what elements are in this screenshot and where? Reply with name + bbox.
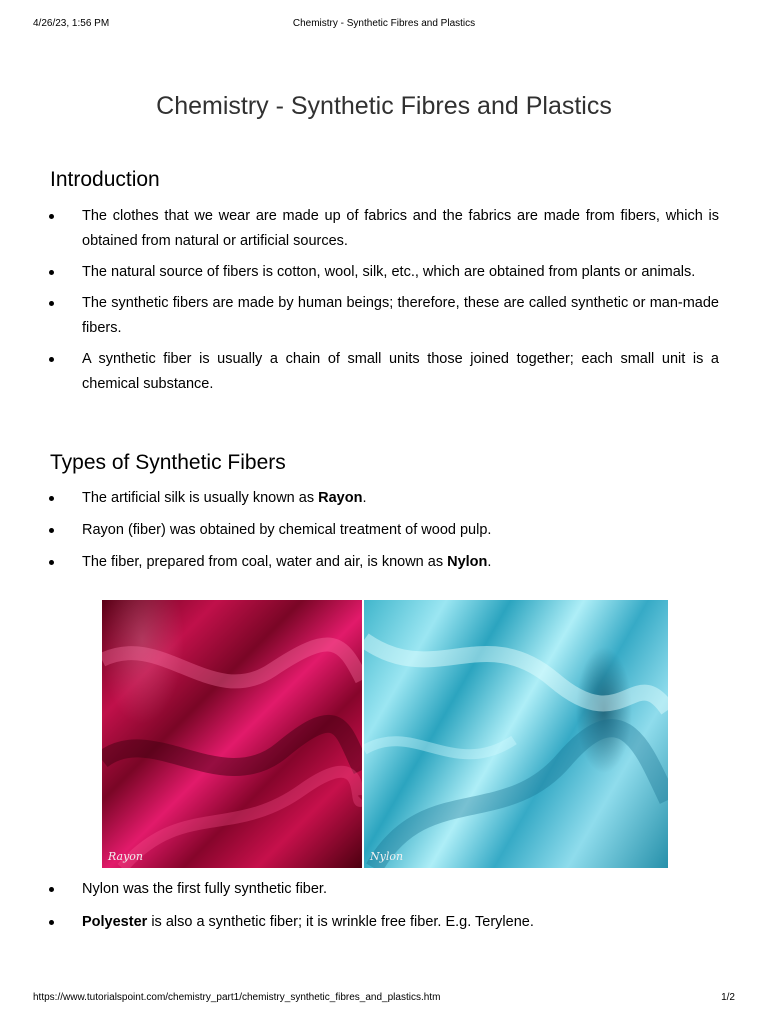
list-item-text: A synthetic fiber is usually a chain of small units those joined together; each small unit is a chemical substance. [82,351,719,392]
page-title: Chemistry - Synthetic Fibres and Plastics [156,92,612,120]
list-item [0,518,768,543]
bullet [49,560,54,565]
bullet [49,920,54,925]
text-bold: Polyester [82,914,148,930]
text-plain: Nylon was the first fully synthetic fiber. [82,881,327,897]
print-footer [33,992,735,1006]
bullet [49,357,54,362]
introduction-list [0,204,768,403]
page-number: 1/2 [721,992,735,1003]
rayon-fabric-image [102,600,362,868]
bullet [49,496,54,501]
list-item [0,550,768,575]
rayon-folds [102,600,362,868]
list-item [0,910,768,935]
list-item-text: The synthetic fibers are made by human beings; therefore, these are called synthetic or man-made fibers. [82,295,719,336]
text-bold: Rayon [318,490,363,506]
text-plain: is also a synthetic fiber; it is wrinkle free fiber. E.g. Terylene. [147,914,534,930]
list-item [0,486,768,511]
bullet [49,528,54,533]
print-title: Chemistry - Synthetic Fibres and Plastics [292,18,476,29]
list-item-text [82,518,719,543]
list-item-text: The natural source of fibers is cotton, wool, silk, etc., which are obtained from plants or animals. [82,264,696,280]
list-item-text [82,877,719,902]
bullet [49,887,54,892]
fabric-images [102,600,668,868]
list-item-text [82,486,719,511]
bullet [49,214,54,219]
text-bold: Nylon [447,554,488,570]
print-header [33,18,735,32]
list-item [0,260,768,285]
bullet [49,270,54,275]
list-item [0,347,768,397]
types-list [0,486,768,582]
more-list [0,877,768,943]
nylon-folds [364,600,668,868]
types-heading: Types of Synthetic Fibers [50,451,286,474]
list-item [0,291,768,341]
text-plain: The fiber, prepared from coal, water and air, is known as [82,554,448,570]
introduction-heading: Introduction [50,168,160,191]
text-plain: . [487,554,492,570]
nylon-fabric-image [364,600,668,868]
nylon-label: Nylon [370,850,404,863]
rayon-label: Rayon [108,850,144,863]
list-item-text [82,550,719,575]
text-plain: . [362,490,367,506]
bullet [49,301,54,306]
list-item [0,877,768,902]
text-plain: The artificial silk is usually known as [82,490,319,506]
list-item-text [82,910,719,935]
print-date: 4/26/23, 1:56 PM [33,18,110,29]
text-plain: Rayon (fiber) was obtained by chemical treatment of wood pulp. [82,522,492,538]
list-item [0,204,768,254]
page-url: https://www.tutorialspoint.com/chemistry_part1/chemistry_synthetic_fibres_and_plastics.htm [33,992,441,1003]
list-item-text: The clothes that we wear are made up of fabrics and the fabrics are made from fibers, which is obtained from natural or artificial sources. [82,208,719,249]
